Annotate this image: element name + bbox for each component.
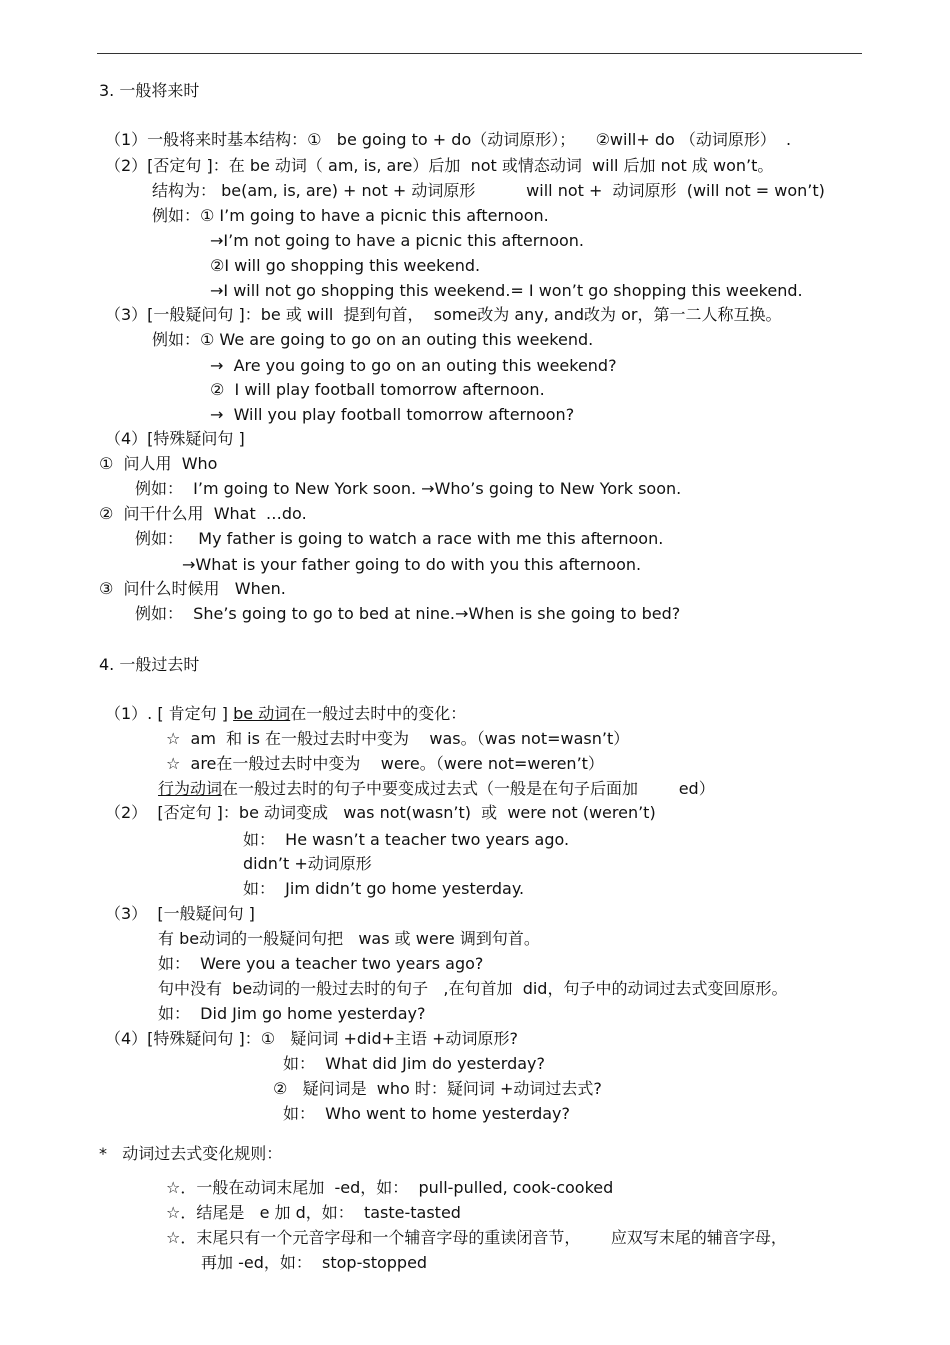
s3-structure: （1）一般将来时基本结构：① be going to + do（动词原形）； ②will+ do （动词原形） . [105,130,792,149]
top-divider [97,53,862,54]
s4-am-is: ☆ am 和 is 在一般过去时中变为 was。（was not=wasn’t） [166,729,630,748]
s4-special-who: ② 疑问词是 who 时：疑问词 +动词过去式? [273,1079,602,1098]
s3-q-example-1-ans: → Are you going to go on an outing this weekend? [210,356,617,375]
s3-special-question: （4）[特殊疑问句 ] [105,429,245,448]
s3-q-example-2-ans: → Will you play football tomorrow afternoon? [210,405,575,424]
s3-when-example: 例如： She’s going to go to bed at nine.→When is she going to bed? [135,604,681,623]
s3-question: （3）[一般疑问句 ]：be 或 will 提到句首， some改为 any, and改为 or，第一二人称互换。 [105,305,782,324]
s3-q-example-2: ② I will play football tomorrow afternoon. [210,380,545,399]
rule-2: ☆．结尾是 e 加 d，如： taste-tasted [166,1203,461,1222]
rules-title: * 动词过去式变化规则： [99,1144,283,1163]
s4-affirmative-rest: 在一般过去时中的变化： [290,704,467,723]
s4-special-question: （4）[特殊疑问句 ]：① 疑问词 +did+主语 +动词原形? [105,1029,518,1048]
s4-question-did: 句中没有 be动词的一般过去时的句子 ,在句首加 did，句子中的动词过去式变回原形。 [158,979,788,998]
section-4-title: 4. 一般过去时 [99,655,200,674]
s4-question: （3） [一般疑问句 ] [105,904,255,923]
s3-what-example-ans: →What is your father going to do with you this afternoon. [182,555,642,574]
section-3-title: 3. 一般将来时 [99,81,200,100]
s4-affirmative [105,704,466,724]
s4-special-example-2: 如： Who went to home yesterday? [283,1104,571,1123]
s4-neg-example-2: 如： Jim didn’t go home yesterday. [243,879,525,898]
s4-are: ☆ are在一般过去时中变为 were。（were not=weren’t） [166,754,604,773]
s4-didnt: didn’t +动词原形 [243,854,372,873]
s3-example-1-neg: →I’m not going to have a picnic this afternoon. [210,231,584,250]
s3-negative-structure: 结构为： be(am, is, are) + not + 动词原形 will not + 动词原形 (will not = won’t) [152,181,825,200]
s3-example-1: 例如：① I’m going to have a picnic this afternoon. [152,206,549,225]
s3-who-example: 例如： I’m going to New York soon. →Who’s going to New York soon. [135,479,682,498]
s3-who: ① 问人用 Who [99,454,218,473]
s3-when: ③ 问什么时候用 When. [99,579,286,598]
s4-neg-example-1: 如： He wasn’t a teacher two years ago. [243,830,570,849]
s3-what: ② 问干什么用 What …do. [99,504,307,523]
s4-question-be-example: 如： Were you a teacher two years ago? [158,954,484,973]
s4-negative: （2） [否定句 ]：be 动词变成 was not(wasn’t) 或 were not (weren’t) [105,803,656,822]
s4-question-did-example: 如： Did Jim go home yesterday? [158,1004,426,1023]
s3-example-2-neg: →I will not go shopping this weekend.= I won’t go shopping this weekend. [210,281,803,300]
s4-special-example-1: 如： What did Jim do yesterday? [283,1054,545,1073]
s4-action-verb-rest: 在一般过去时的句子中要变成过去式（一般是在句子后面加 ed） [222,779,715,798]
s3-q-example-1: 例如：① We are going to go on an outing this weekend. [152,330,594,349]
s4-action-verb [158,779,715,799]
s4-action-verb-label: 行为动词 [158,779,223,798]
s4-question-be: 有 be动词的一般疑问句把 was 或 were 调到句首。 [158,929,540,948]
rule-1: ☆．一般在动词末尾加 -ed，如： pull-pulled, cook-cooked [166,1178,614,1197]
s4-be-verb: be 动词 [233,704,291,723]
s3-what-example: 例如： My father is going to watch a race with me this afternoon. [135,529,664,548]
s3-example-2: ②I will go shopping this weekend. [210,256,481,275]
s4-affirmative-label: （1）. [ 肯定句 ] [105,704,234,723]
rule-3-cont: 再加 -ed，如： stop-stopped [201,1253,428,1272]
rule-3: ☆．末尾只有一个元音字母和一个辅音字母的重读闭音节， 应双写末尾的辅音字母， [166,1228,787,1247]
s3-negative: （2）[否定句 ]：在 be 动词（ am, is, are）后加 not 或情态动词 will 后加 not 成 won’t。 [105,156,774,175]
